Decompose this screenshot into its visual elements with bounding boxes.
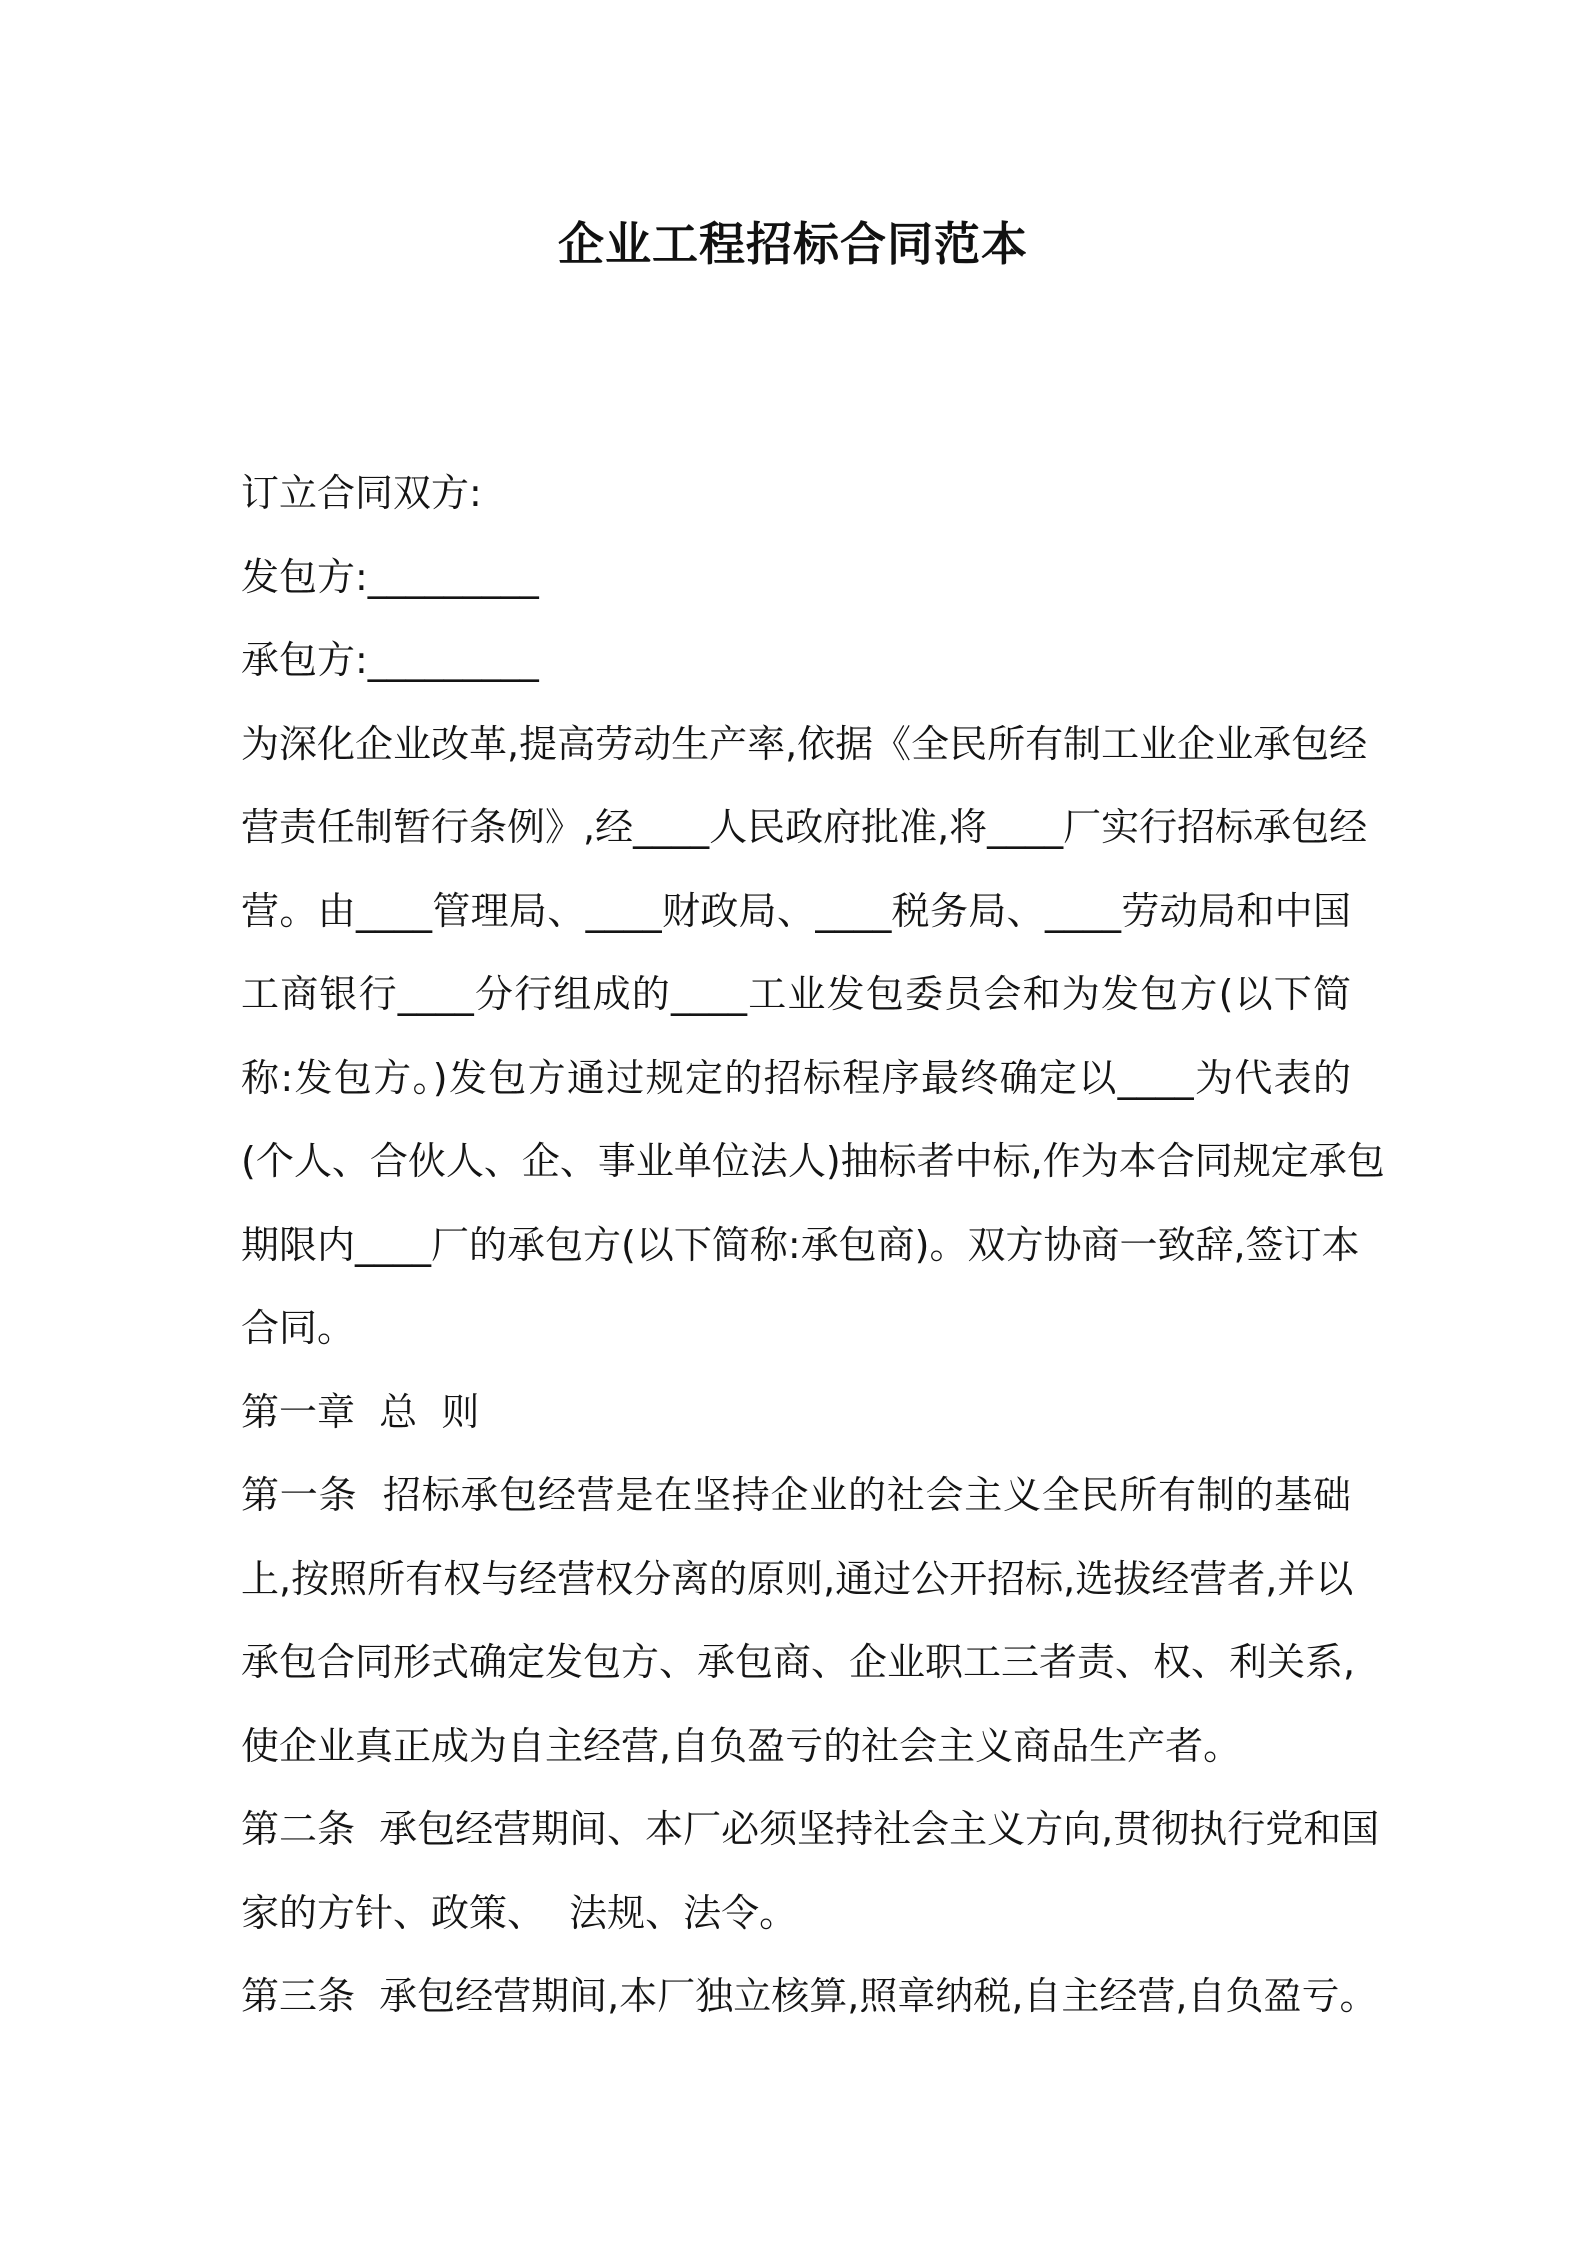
article-line: 承包合同形式确定发包方、承包商、企业职工三者责、权、利关系, bbox=[241, 1640, 1356, 1684]
preamble-line: 合同。 bbox=[241, 1306, 356, 1350]
employer-line: 发包方:_________ bbox=[241, 554, 539, 599]
chapter-heading: 第一章 总 则 bbox=[241, 1389, 480, 1434]
parties-heading: 订立合同双方: bbox=[241, 471, 482, 515]
article-line: 第三条 承包经营期间,本厂独立核算,照章纳税,自主经营,自负盈亏。 bbox=[241, 1974, 1378, 2018]
preamble-line: 营责任制暂行条例》,经____人民政府批准,将____厂实行招标承包经 bbox=[241, 805, 1368, 849]
article-line: 第二条 承包经营期间、本厂必须坚持社会主义方向,贯彻执行党和国 bbox=[241, 1807, 1380, 1851]
parties-block bbox=[241, 452, 1351, 703]
preamble-paragraph bbox=[241, 703, 1385, 1371]
article-line: 使企业真正成为自主经营,自负盈亏的社会主义商品生产者。 bbox=[241, 1723, 1242, 1768]
article-3 bbox=[241, 1955, 1378, 2039]
preamble-line: (个人、合伙人、企、事业单位法人)抽标者中标,作为本合同规定承包 bbox=[241, 1139, 1385, 1183]
document-title: 企业工程招标合同范本 bbox=[558, 217, 1028, 271]
article-1 bbox=[241, 1454, 1356, 1788]
article-2 bbox=[241, 1788, 1380, 1955]
preamble-line: 营。由____管理局、____财政局、____税务局、____劳动局和中国 bbox=[241, 888, 1351, 933]
article-line: 第一条 招标承包经营是在坚持企业的社会主义全民所有制的基础 bbox=[241, 1473, 1351, 1517]
preamble-line: 期限内____厂的承包方(以下简称:承包商)。双方协商一致辞,签订本 bbox=[241, 1222, 1360, 1267]
preamble-line: 为深化企业改革,提高劳动生产率,依据《全民所有制工业企业承包经 bbox=[241, 721, 1368, 766]
preamble-line: 称:发包方。)发包方通过规定的招标程序最终确定以____为代表的 bbox=[241, 1055, 1351, 1100]
article-line: 上,按照所有权与经营权分离的原则,通过公开招标,选拔经营者,并以 bbox=[241, 1556, 1354, 1601]
article-line: 家的方针、政策、 法规、法令。 bbox=[241, 1890, 798, 1935]
preamble-line: 工商银行____分行组成的____工业发包委员会和为发包方(以下简 bbox=[241, 972, 1351, 1016]
document-body bbox=[241, 452, 1385, 2039]
contractor-line: 承包方:_________ bbox=[241, 638, 539, 682]
